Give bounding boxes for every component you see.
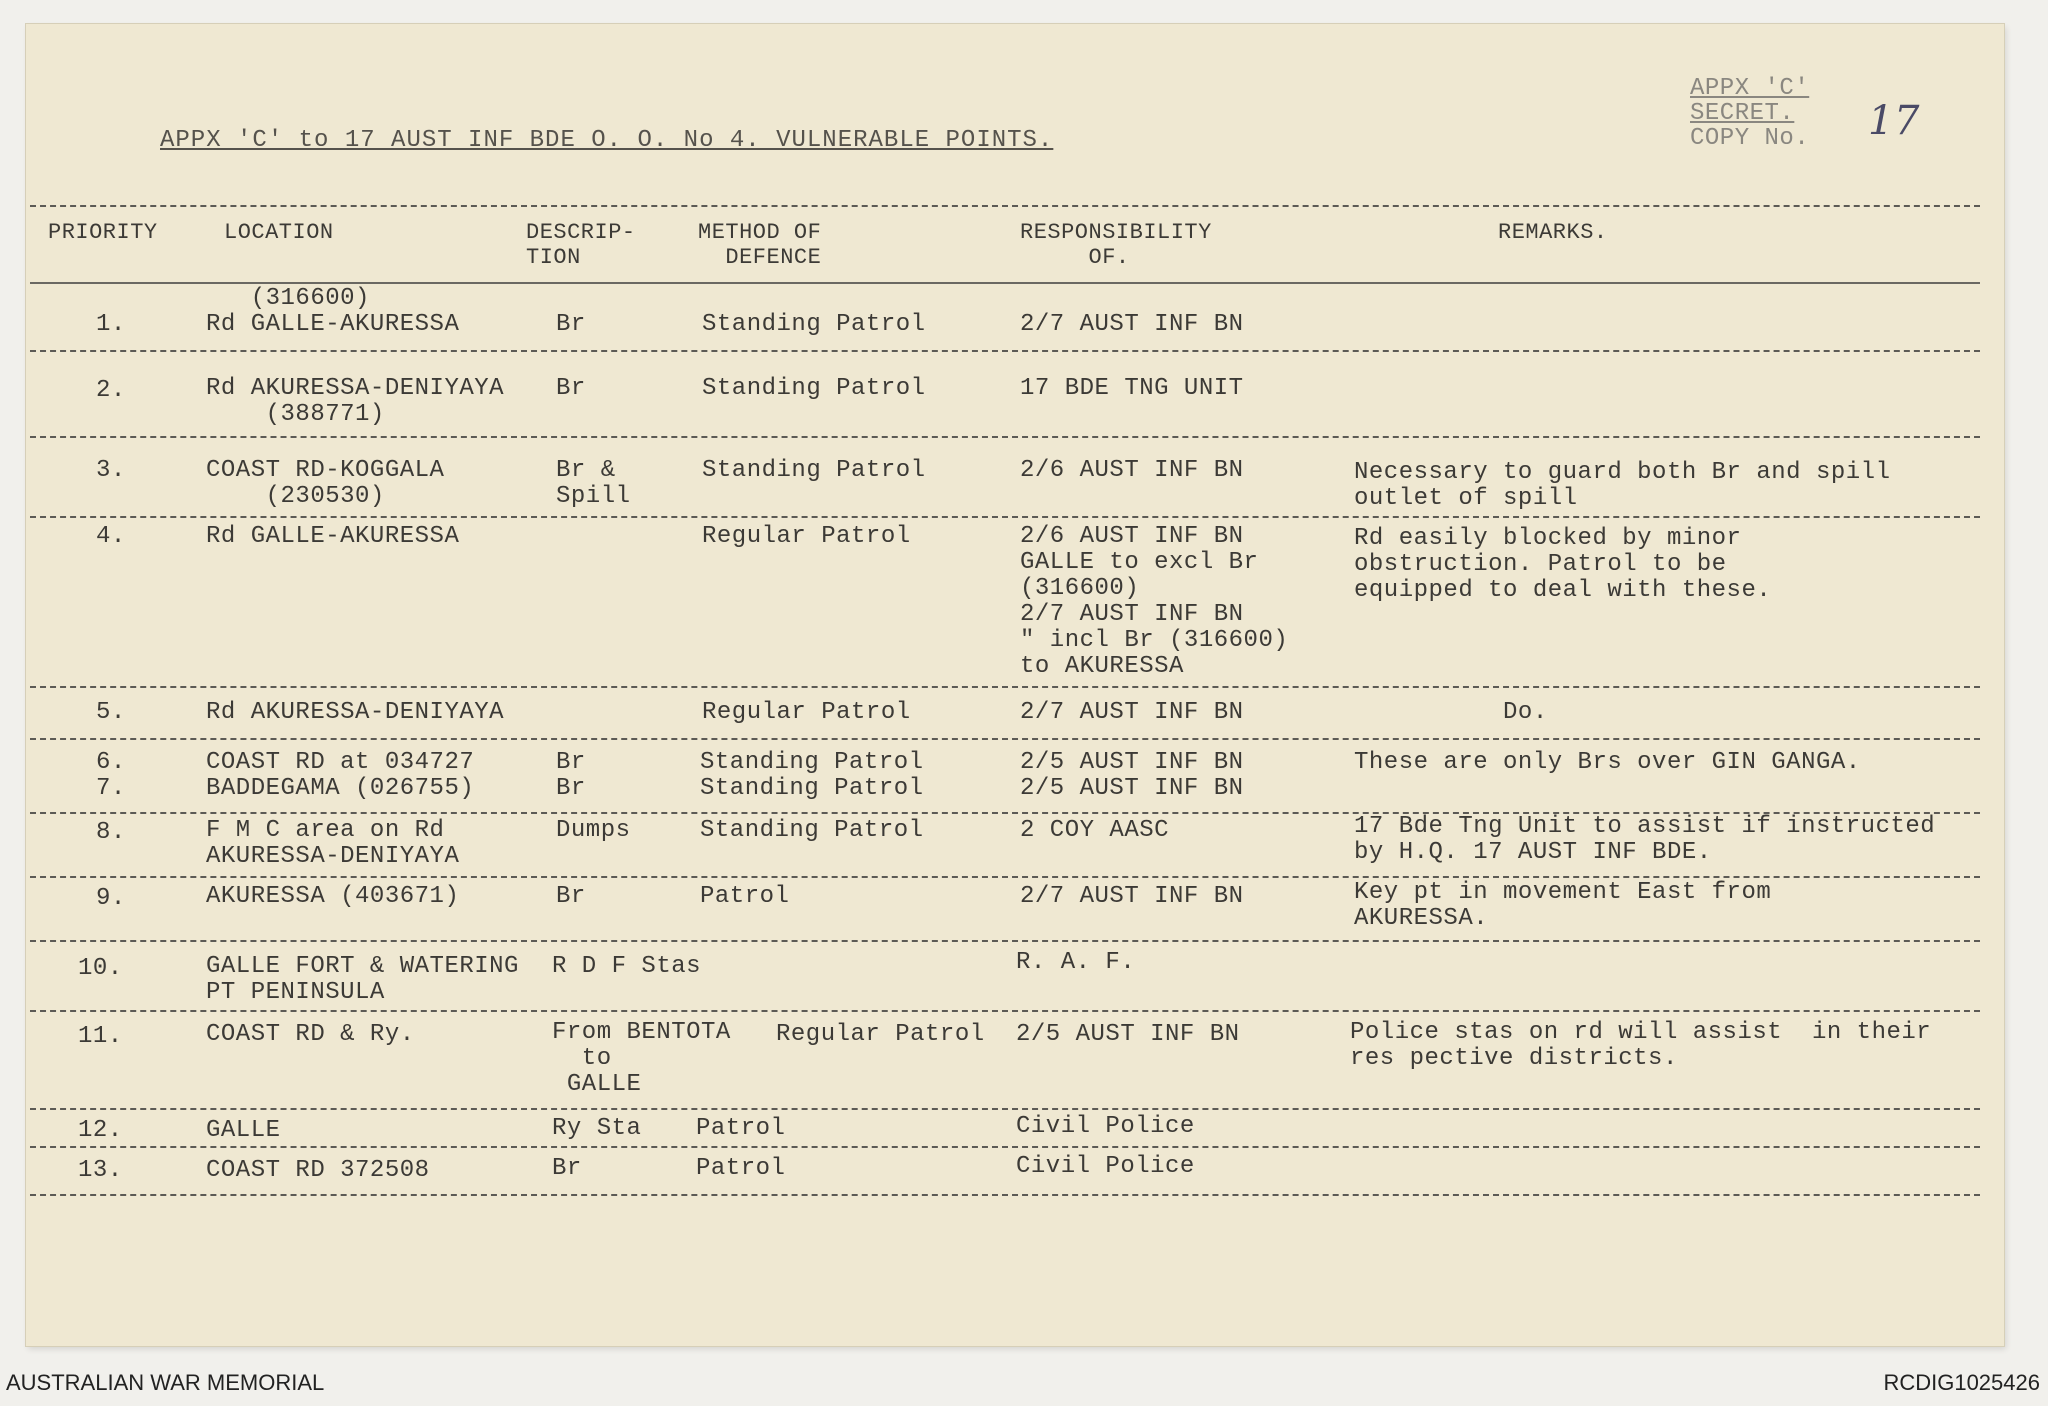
row-5-remarks: Do. [1354,699,1548,726]
row-2-location: Rd AKURESSA-DENIYAYA (388771) [206,375,505,428]
header-top-rule [30,205,1980,207]
row-9-responsibility: 2/7 AUST INF BN [1020,883,1244,910]
row-6-remarks: These are only Brs over GIN GANGA. [1354,749,1861,776]
row-13-description: Br [552,1155,582,1182]
row-5-method: Regular Patrol [702,699,911,726]
row-3-responsibility: 2/6 AUST INF BN [1020,457,1244,484]
row-7-responsibility: 2/5 AUST INF BN [1020,775,1244,802]
row-12-description: Ry Sta [552,1115,642,1142]
row-13-priority: 13. [78,1157,123,1184]
row-11-method: Regular Patrol [776,1021,985,1048]
row-9-location: AKURESSA (403671) [206,883,460,910]
row-3-priority: 3. [96,457,126,484]
row-13-method: Patrol [696,1155,786,1182]
row-4-priority: 4. [96,523,126,550]
row-divider [30,1194,1980,1196]
row-8-remarks: 17 Bde Tng Unit to assist if instructed by H.Q. 17 AUST INF BDE. [1354,813,1936,866]
row-1-priority: 1. [96,311,126,338]
row-8-priority: 8. [96,819,126,846]
row-3-description: Br & Spill [556,457,631,510]
row-1-responsibility: 2/7 AUST INF BN [1020,311,1244,338]
row-4-responsibility: 2/6 AUST INF BN GALLE to excl Br (316600) 2/7 AUST INF BN " incl Br (316600) to AKURESSA [1020,523,1289,680]
row-5-priority: 5. [96,699,126,726]
col-header-priority: PRIORITY [48,220,158,245]
row-1-description: Br [556,311,586,338]
row-6-method: Standing Patrol [700,749,924,776]
row-divider [30,1146,1980,1148]
row-3-location: COAST RD-KOGGALA (230530) [206,457,445,510]
row-divider [30,436,1980,438]
row-7-priority: 7. [96,775,126,802]
col-header-description: DESCRIP- TION [526,220,636,270]
row-11-responsibility: 2/5 AUST INF BN [1016,1021,1240,1048]
row-3-method: Standing Patrol [702,457,926,484]
row-10-location: GALLE FORT & WATERING PT PENINSULA [206,953,519,1006]
header-bottom-rule [30,282,1980,284]
row-8-responsibility: 2 COY AASC [1020,817,1170,844]
row-11-description: From BENTOTA to GALLE [552,1019,731,1098]
copy-number-label: COPY No. [1690,125,1810,152]
row-6-location: COAST RD at 034727 [206,749,475,776]
row-2-method: Standing Patrol [702,375,926,402]
row-8-description: Dumps [556,817,631,844]
secret-label: SECRET. [1690,100,1795,127]
row-9-method: Patrol [700,883,790,910]
row-8-method: Standing Patrol [700,817,924,844]
row-divider [30,350,1980,352]
col-header-remarks: REMARKS. [1498,220,1608,245]
col-header-responsibility: RESPONSIBILITY OF. [1020,220,1212,270]
row-divider [30,1010,1980,1012]
row-13-location: COAST RD 372508 [206,1157,430,1184]
appendix-label: APPX 'C' [1690,75,1810,102]
row-9-priority: 9. [96,885,126,912]
row-9-description: Br [556,883,586,910]
row-1-method: Standing Patrol [702,311,926,338]
copy-number-handwritten: 17 [1868,98,1920,144]
row-5-location: Rd AKURESSA-DENIYAYA [206,699,505,726]
row-1-location: (316600) Rd GALLE-AKURESSA [206,285,460,338]
row-10-priority: 10. [78,955,123,982]
row-6-responsibility: 2/5 AUST INF BN [1020,749,1244,776]
row-divider [30,1108,1980,1110]
row-7-description: Br [556,775,586,802]
row-divider [30,738,1980,740]
row-5-responsibility: 2/7 AUST INF BN [1020,699,1244,726]
row-divider [30,940,1980,942]
row-7-location: BADDEGAMA (026755) [206,775,475,802]
row-12-priority: 12. [78,1117,123,1144]
row-12-responsibility: Civil Police [1016,1113,1195,1140]
row-6-priority: 6. [96,749,126,776]
row-11-remarks: Police stas on rd will assist in their res pective districts. [1350,1019,1932,1072]
row-3-remarks: Necessary to guard both Br and spill outlet of spill [1354,459,1891,512]
row-11-location: COAST RD & Ry. [206,1021,415,1048]
row-12-method: Patrol [696,1115,786,1142]
row-8-location: F M C area on Rd AKURESSA-DENIYAYA [206,817,460,870]
footer-source-label: AUSTRALIAN WAR MEMORIAL [6,1370,325,1395]
col-header-method: METHOD OF DEFENCE [698,220,822,270]
row-4-method: Regular Patrol [702,523,911,550]
row-10-description: R D F Stas [552,953,702,980]
row-13-responsibility: Civil Police [1016,1153,1195,1180]
row-9-remarks: Key pt in movement East from AKURESSA. [1354,879,1772,932]
document-title: APPX 'C' to 17 AUST INF BDE O. O. No 4. VULNERABLE POINTS. [160,127,1054,154]
row-2-responsibility: 17 BDE TNG UNIT [1020,375,1244,402]
row-4-remarks: Rd easily blocked by minor obstruction. Patrol to be equipped to deal with these. [1354,525,1772,604]
footer-record-id: RCDIG1025426 [1883,1370,2040,1395]
row-divider [30,516,1980,518]
row-10-responsibility: R. A. F. [1016,949,1136,976]
row-4-location: Rd GALLE-AKURESSA [206,523,460,550]
row-divider [30,876,1980,878]
row-2-description: Br [556,375,586,402]
row-11-priority: 11. [78,1023,123,1050]
row-7-method: Standing Patrol [700,775,924,802]
col-header-location: LOCATION [224,220,334,245]
row-12-location: GALLE [206,1117,281,1144]
row-6-description: Br [556,749,586,776]
row-divider [30,686,1980,688]
row-2-priority: 2. [96,377,126,404]
